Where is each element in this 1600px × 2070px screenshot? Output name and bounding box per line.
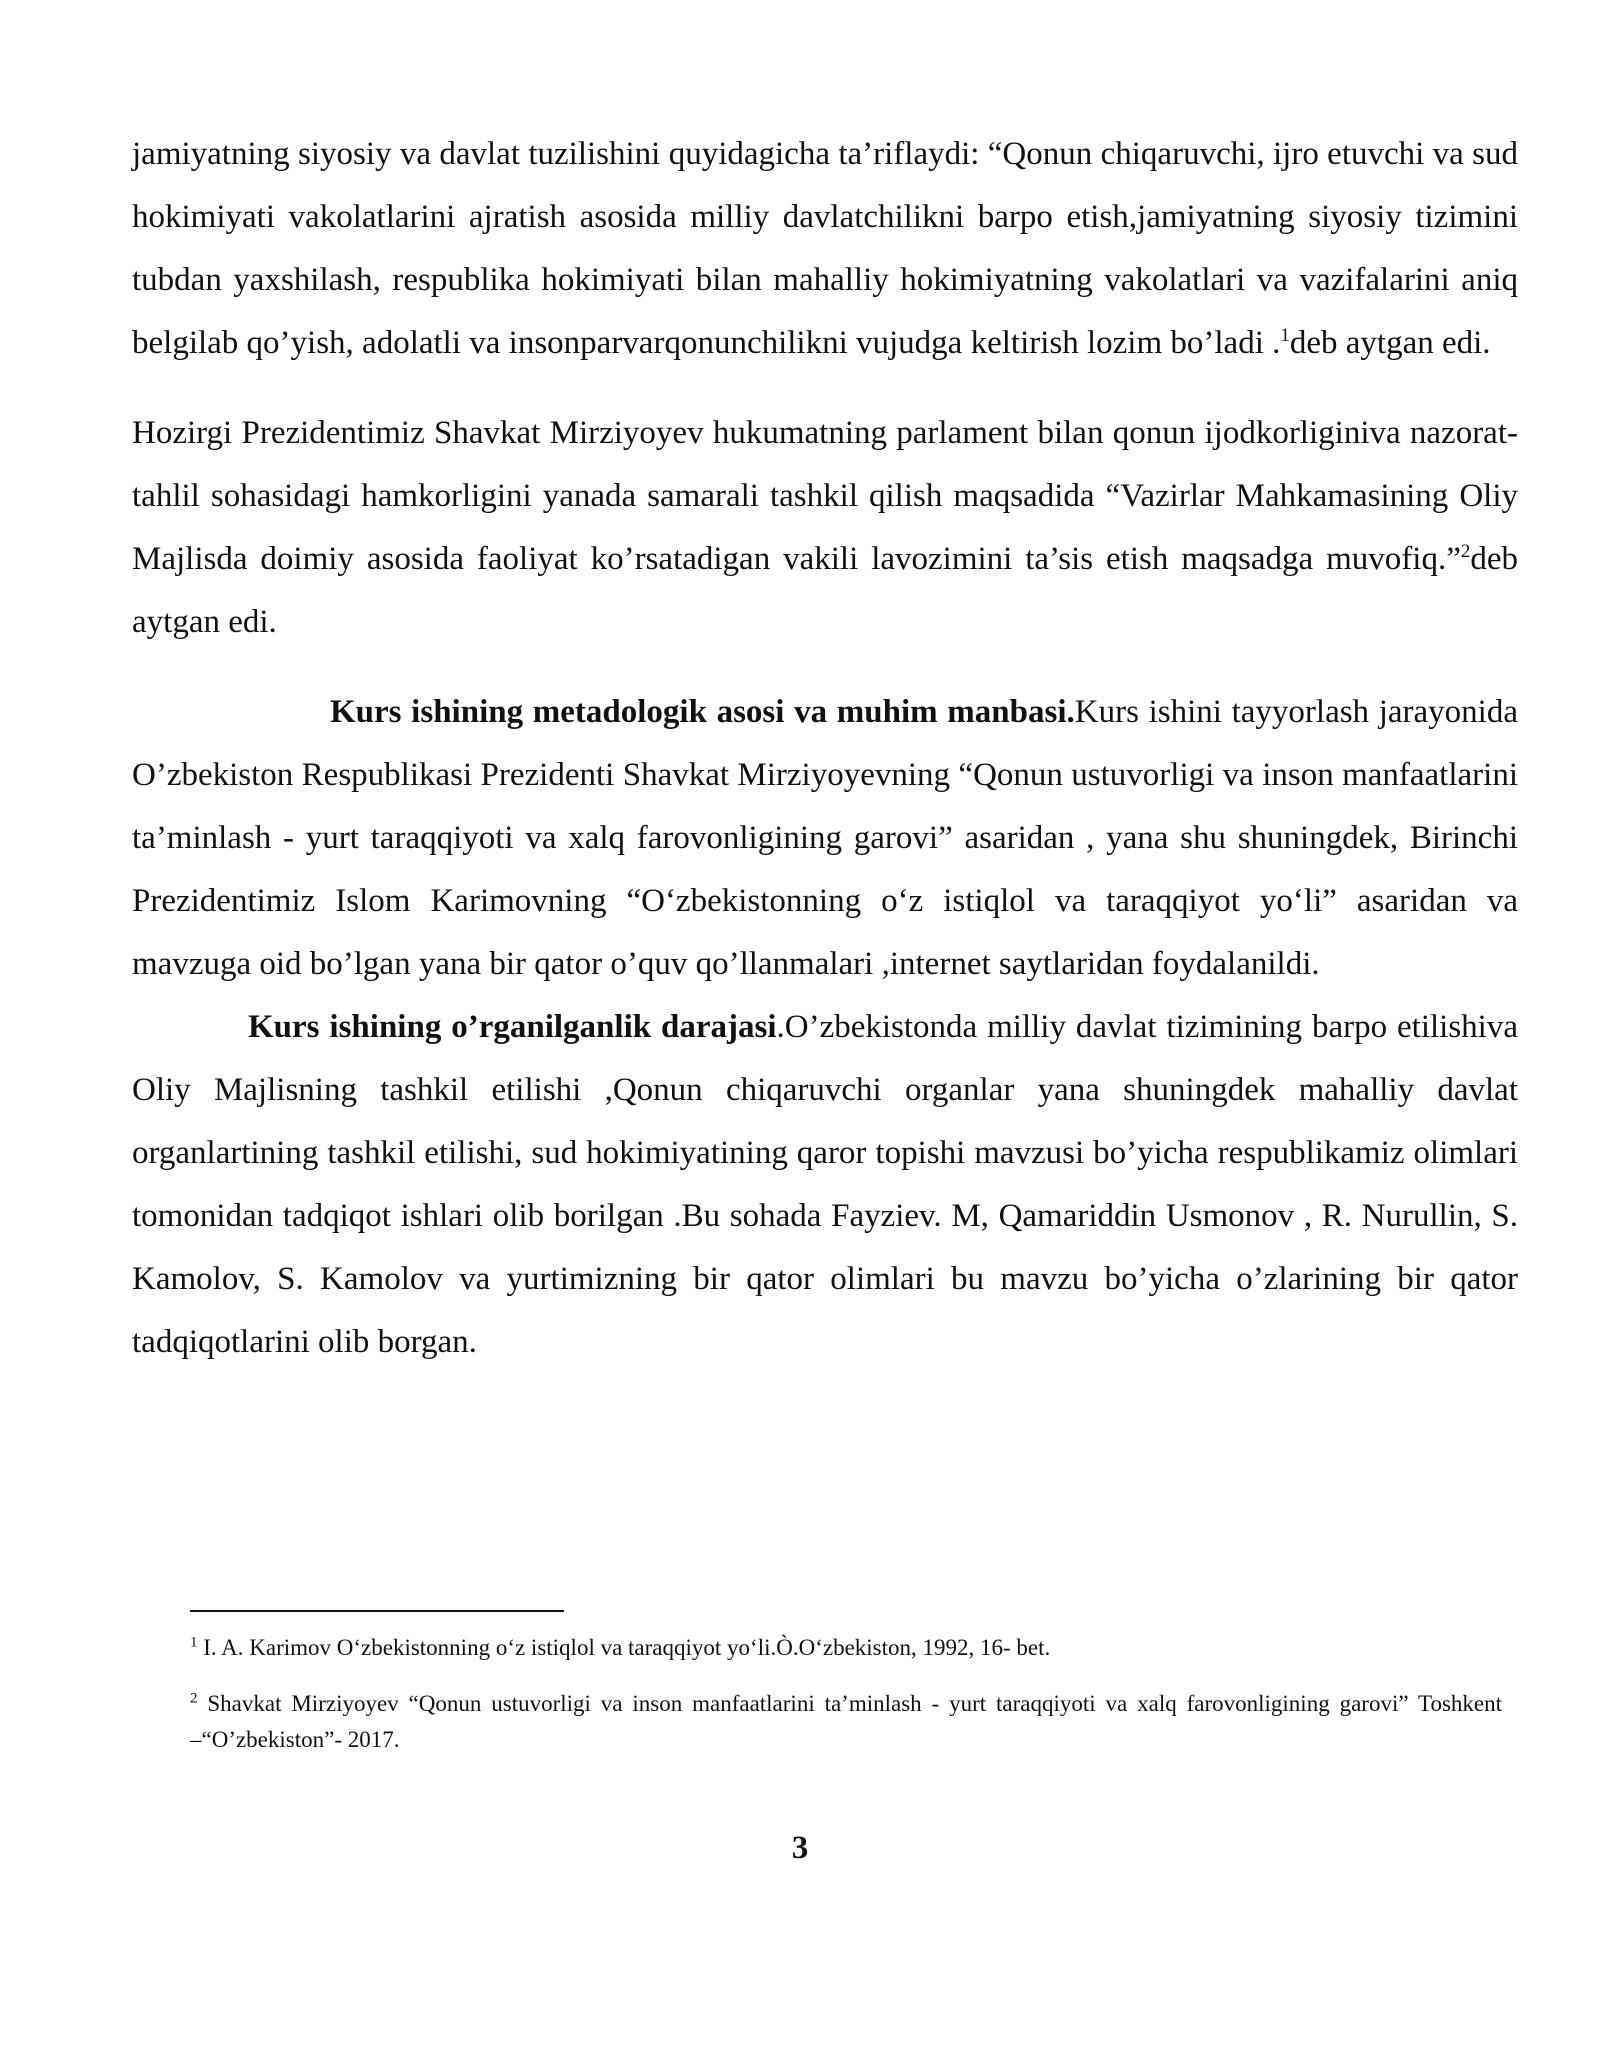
paragraph-tail: deb aytgan edi. <box>132 541 1518 640</box>
footnote-mark: 1 <box>190 1634 198 1651</box>
footnote-text: I. A. Karimov O‘zbekistonning o‘z istiqlol va taraqqiyot yo‘li.Ò.O‘zbekiston, 1992, 16- bet. <box>197 1635 1051 1660</box>
paragraph-definition-quote <box>132 123 1518 375</box>
section-heading-methodology: Kurs ishining metadologik asosi va muhim manbasi. <box>330 694 1075 730</box>
footnote-separator <box>190 1610 564 1612</box>
footnote-reference-2[interactable]: 2 <box>1460 541 1471 562</box>
paragraph-tail: deb aytgan edi. <box>1289 325 1491 361</box>
footnotes <box>190 1630 1502 1758</box>
paragraph-text: Kurs ishini tayyorlash jarayonida O’zbekiston Respublikasi Prezidenti Shavkat Mirziyoyevning “Qonun ustuvorligi va inson manfaatlarini ta’minlash - yurt taraqqiyoti va xalq farovonligining garovi” asaridan , yana shu shuningdek, Birinchi Prezidentimiz Islom Karimovning “O‘zbekistonning o‘z istiqlol va taraqqiyot yo‘li” asaridan va mavzuga oid bo’lgan yana bir qator o’quv qo’llanmalari ,internet saytlaridan foydalanildi. <box>132 694 1518 982</box>
body-text <box>132 123 1518 1374</box>
footnote-text: Shavkat Mirziyoyev “Qonun ustuvorligi va inson manfaatlarini ta’minlash - yurt taraqqiyoti va xalq farovonligining garovi” Toshkent –“O’zbekiston”- 2017. <box>190 1691 1502 1752</box>
paragraph-text: .O’zbekistonda milliy davlat tizimining barpo etilishiva Oliy Majlisning tashkil etilishi ,Qonun chiqaruvchi organlar yana shuningdek mahalliy davlat organlartining tashkil etilishi, sud hokimiyatining qaror topishi mavzusi bo’yicha respublikamiz olimlari tomonidan tadqiqot ishlari olib borilgan .Bu sohada Fayziev. M, Qamariddin Usmonov , R. Nurullin, S. Kamolov, S. Kamolov va yurtimizning bir qator olimlari bu mavzu bo’yicha o’zlarining bir qator tadqiqotlarini olib borgan. <box>132 1009 1518 1360</box>
paragraph-president-quote <box>132 402 1518 654</box>
paragraph-study-level <box>132 996 1518 1374</box>
footnote-mark: 2 <box>190 1690 198 1707</box>
paragraph-text: Hozirgi Prezidentimiz Shavkat Mirziyoyev hukumatning parlament bilan qonun ijodkorliginiva nazorat-tahlil sohasidagi hamkorligini yanada samarali tashkil qilish maqsadida “Vazirlar Mahkamasining Oliy Majlisda doimiy asosida faoliyat ko’rsatadigan vakili lavozimini ta’sis etish maqsadga muvofiq.” <box>132 415 1518 577</box>
paragraph-text: jamiyatning siyosiy va davlat tuzilishini quyidagicha ta’riflaydi: “Qonun chiqaruvchi, ijro etuvchi va sud hokimiyati vakolatlarini ajratish asosida milliy davlatchilikni barpo etish,jamiyatning siyosiy tizimini tubdan yaxshilash, respublika hokimiyati bilan mahalliy hokimiyatning vakolatlari va vazifalarini aniq belgilab qo’yish, adolatli va insonparvarqonunchilikni vujudga keltirish lozim bo’ladi . <box>132 136 1518 361</box>
section-heading-study-level: Kurs ishining o’rganilganlik darajasi <box>248 1009 777 1045</box>
paragraph-methodology <box>132 681 1518 996</box>
footnote-reference-1[interactable]: 1 <box>1280 325 1290 346</box>
footnote-2 <box>190 1686 1502 1758</box>
page-number: 3 <box>791 1830 809 1866</box>
footnote-1 <box>190 1630 1502 1666</box>
